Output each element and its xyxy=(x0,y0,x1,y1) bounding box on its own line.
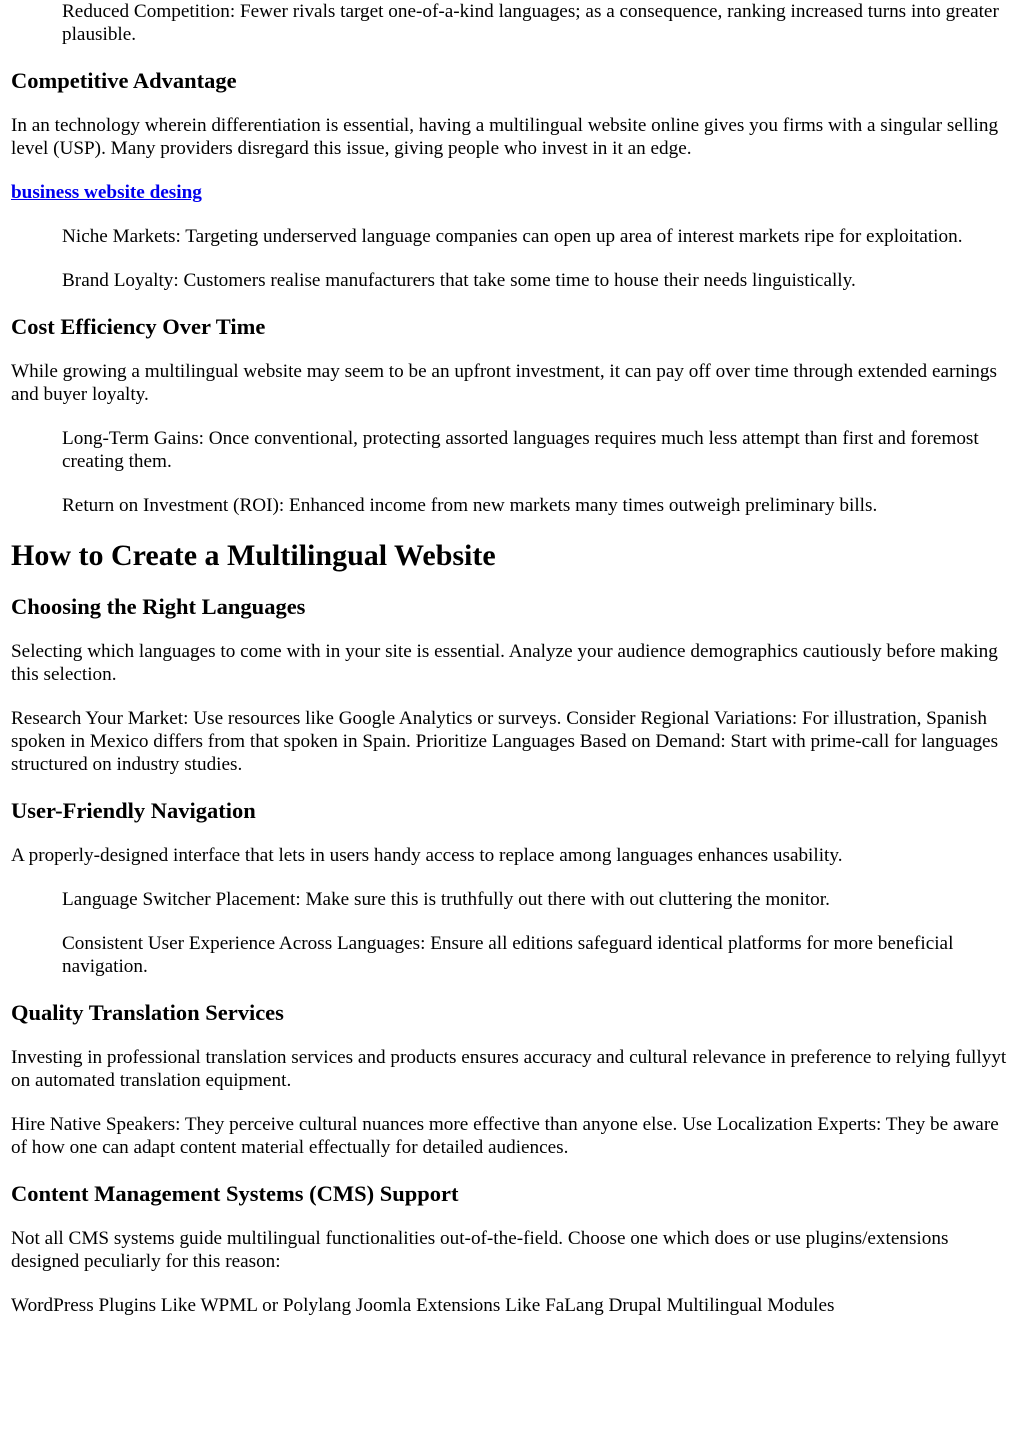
paragraph-roi: Return on Investment (ROI): Enhanced income from new markets many times outweigh preliminary bills. xyxy=(62,495,878,516)
paragraph-long-term-gains: Long-Term Gains: Once conventional, protecting assorted languages requires much less attempt than first and foremost creating them. xyxy=(62,428,979,472)
link-paragraph xyxy=(11,181,1014,204)
paragraph-cms: Not all CMS systems guide multilingual functionalities out-of-the-field. Choose one which does or use plugins/extensions designed peculiarly for this reason: xyxy=(11,1228,949,1272)
paragraph-language-switcher: Language Switcher Placement: Make sure this is truthfully out there with out cluttering the monitor. xyxy=(62,889,830,910)
heading-cost-efficiency: Cost Efficiency Over Time xyxy=(11,314,266,339)
heading-cms-support: Content Management Systems (CMS) Support xyxy=(11,1181,459,1206)
paragraph-navigation: A properly-designed interface that lets in users handy access to replace among languages enhances usability. xyxy=(11,845,843,866)
paragraph-plugins: WordPress Plugins Like WPML or Polylang Joomla Extensions Like FaLang Drupal Multilingual Modules xyxy=(11,1295,835,1316)
heading-quality-translation: Quality Translation Services xyxy=(11,1000,284,1025)
paragraph-cost-efficiency: While growing a multilingual website may seem to be an upfront investment, it can pay off over time through extended earnings and buyer loyalty. xyxy=(11,361,997,405)
paragraph-brand-loyalty: Brand Loyalty: Customers realise manufacturers that take some time to house their needs linguistically. xyxy=(62,270,856,291)
paragraph-choosing-languages: Selecting which languages to come with in your site is essential. Analyze your audience demographics cautiously before making this selection. xyxy=(11,641,998,685)
heading-how-to-create: How to Create a Multilingual Website xyxy=(11,539,496,572)
paragraph-consistent-experience: Consistent User Experience Across Languages: Ensure all editions safeguard identical platforms for more beneficial navigation. xyxy=(62,933,954,977)
paragraph-native-speakers: Hire Native Speakers: They perceive cultural nuances more effective than anyone else. Use Localization Experts: They be aware of how one can adapt content material effectually for detailed audiences. xyxy=(11,1114,999,1158)
heading-choosing-languages: Choosing the Right Languages xyxy=(11,594,306,619)
heading-user-friendly-navigation: User-Friendly Navigation xyxy=(11,798,256,823)
heading-competitive-advantage: Competitive Advantage xyxy=(11,68,237,93)
paragraph-niche-markets: Niche Markets: Targeting underserved language companies can open up area of interest markets ripe for exploitation. xyxy=(62,226,963,247)
paragraph-research-market: Research Your Market: Use resources like Google Analytics or surveys. Consider Regional Variations: For illustration, Spanish spoken in Mexico differs from that spoken in Spain. Prioritize Languages Based on Demand: Start with prime-call for languages structured on industry studies. xyxy=(11,708,999,775)
paragraph-translation: Investing in professional translation services and products ensures accuracy and cultural relevance in preference to relying fullyyt on automated translation equipment. xyxy=(11,1047,1007,1091)
paragraph-competitive-advantage: In an technology wherein differentiation is essential, having a multilingual website online gives you firms with a singular selling level (USP). Many providers disregard this issue, giving people who invest in it an edge. xyxy=(11,115,999,159)
paragraph-reduced-competition: Reduced Competition: Fewer rivals target one-of-a-kind languages; as a consequence, ranking increased turns into greater plausible. xyxy=(62,1,999,45)
business-website-link[interactable]: business website desing xyxy=(11,182,202,203)
